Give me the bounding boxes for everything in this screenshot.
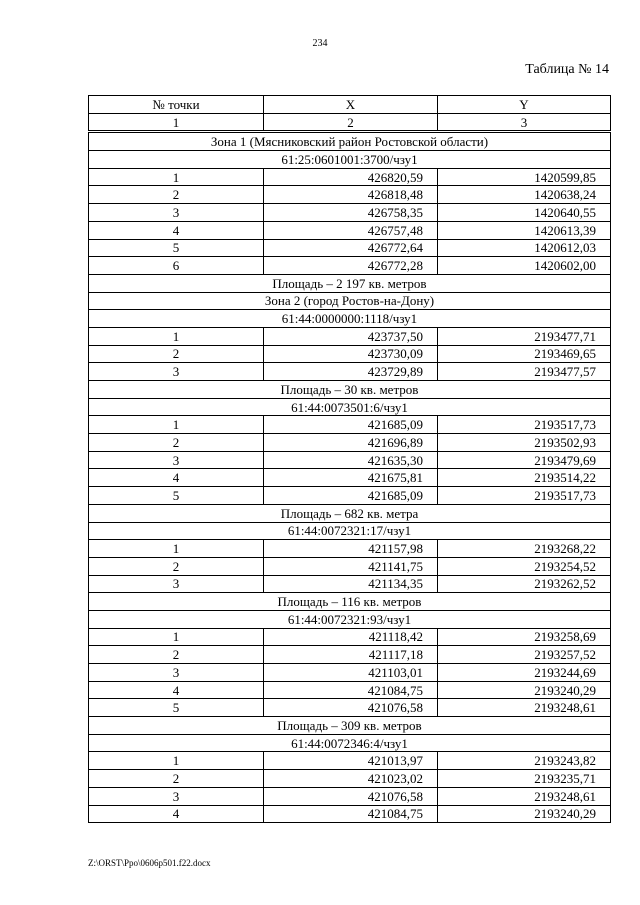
point-number-cell: 1 <box>89 327 264 345</box>
section-row <box>89 292 611 310</box>
section-label: 61:44:0072346:4/чзу1 <box>89 734 611 752</box>
y-coordinate-cell: 1420613,39 <box>438 221 611 239</box>
y-coordinate-cell: 2193254,52 <box>438 557 611 575</box>
table-row <box>89 752 611 770</box>
section-label: Площадь – 30 кв. метров <box>89 381 611 399</box>
y-coordinate-cell: 2193262,52 <box>438 575 611 593</box>
point-number-cell: 3 <box>89 363 264 381</box>
y-coordinate-cell: 2193514,22 <box>438 469 611 487</box>
header-x: X <box>264 96 438 114</box>
x-coordinate-cell: 421084,75 <box>264 805 438 823</box>
point-number-cell: 1 <box>89 628 264 646</box>
table-row <box>89 540 611 558</box>
table-row <box>89 469 611 487</box>
y-coordinate-cell: 2193469,65 <box>438 345 611 363</box>
x-coordinate-cell: 426772,64 <box>264 239 438 257</box>
table-row <box>89 557 611 575</box>
section-row <box>89 310 611 328</box>
point-number-cell: 4 <box>89 805 264 823</box>
section-row <box>89 274 611 292</box>
point-number-cell: 5 <box>89 239 264 257</box>
table-row <box>89 363 611 381</box>
x-coordinate-cell: 421635,30 <box>264 451 438 469</box>
y-coordinate-cell: 2193235,71 <box>438 770 611 788</box>
table-row <box>89 451 611 469</box>
point-number-cell: 2 <box>89 646 264 664</box>
table-row <box>89 575 611 593</box>
x-coordinate-cell: 426820,59 <box>264 168 438 186</box>
point-number-cell: 3 <box>89 451 264 469</box>
section-label: 61:44:0073501:6/чзу1 <box>89 398 611 416</box>
table-row <box>89 204 611 222</box>
y-coordinate-cell: 2193268,22 <box>438 540 611 558</box>
table-row <box>89 664 611 682</box>
point-number-cell: 2 <box>89 434 264 452</box>
x-coordinate-cell: 421141,75 <box>264 557 438 575</box>
section-row <box>89 504 611 522</box>
point-number-cell: 3 <box>89 787 264 805</box>
table-row <box>89 345 611 363</box>
x-coordinate-cell: 421157,98 <box>264 540 438 558</box>
y-coordinate-cell: 2193477,71 <box>438 327 611 345</box>
page-number: 234 <box>312 38 328 49</box>
point-number-cell: 4 <box>89 681 264 699</box>
y-coordinate-cell: 2193258,69 <box>438 628 611 646</box>
x-coordinate-cell: 421685,09 <box>264 416 438 434</box>
point-number-cell: 3 <box>89 664 264 682</box>
y-coordinate-cell: 2193240,29 <box>438 805 611 823</box>
x-coordinate-cell: 421685,09 <box>264 487 438 505</box>
column-number: 2 <box>264 113 438 132</box>
table-row <box>89 257 611 275</box>
point-number-cell: 3 <box>89 575 264 593</box>
x-coordinate-cell: 421134,35 <box>264 575 438 593</box>
x-coordinate-cell: 421103,01 <box>264 664 438 682</box>
point-number-cell: 2 <box>89 345 264 363</box>
table-row <box>89 487 611 505</box>
table-row <box>89 168 611 186</box>
header-y: Y <box>438 96 611 114</box>
point-number-cell: 4 <box>89 221 264 239</box>
section-row <box>89 593 611 611</box>
y-coordinate-cell: 2193517,73 <box>438 416 611 434</box>
table-row <box>89 770 611 788</box>
point-number-cell: 1 <box>89 168 264 186</box>
section-label: Площадь – 682 кв. метра <box>89 504 611 522</box>
y-coordinate-cell: 2193517,73 <box>438 487 611 505</box>
point-number-cell: 2 <box>89 557 264 575</box>
y-coordinate-cell: 2193477,57 <box>438 363 611 381</box>
table-row <box>89 681 611 699</box>
x-coordinate-cell: 421118,42 <box>264 628 438 646</box>
section-label: Зона 1 (Мясниковский район Ростовской области) <box>89 132 611 151</box>
x-coordinate-cell: 421076,58 <box>264 787 438 805</box>
x-coordinate-cell: 426818,48 <box>264 186 438 204</box>
section-label: Площадь – 2 197 кв. метров <box>89 274 611 292</box>
file-path-footer: Z:\ORST\Ppo\0606p501.f22.docx <box>88 858 211 868</box>
y-coordinate-cell: 1420612,03 <box>438 239 611 257</box>
section-label: Площадь – 116 кв. метров <box>89 593 611 611</box>
x-coordinate-cell: 426758,35 <box>264 204 438 222</box>
table-row <box>89 327 611 345</box>
section-label: 61:44:0000000:1118/чзу1 <box>89 310 611 328</box>
x-coordinate-cell: 421013,97 <box>264 752 438 770</box>
section-row <box>89 151 611 169</box>
column-number: 3 <box>438 113 611 132</box>
y-coordinate-cell: 2193257,52 <box>438 646 611 664</box>
section-label: 61:44:0072321:17/чзу1 <box>89 522 611 540</box>
table-row <box>89 628 611 646</box>
y-coordinate-cell: 2193248,61 <box>438 787 611 805</box>
point-number-cell: 3 <box>89 204 264 222</box>
x-coordinate-cell: 421076,58 <box>264 699 438 717</box>
y-coordinate-cell: 2193502,93 <box>438 434 611 452</box>
section-row <box>89 734 611 752</box>
y-coordinate-cell: 1420599,85 <box>438 168 611 186</box>
x-coordinate-cell: 426772,28 <box>264 257 438 275</box>
x-coordinate-cell: 423729,89 <box>264 363 438 381</box>
section-row <box>89 132 611 151</box>
header-row <box>89 96 611 114</box>
section-row <box>89 610 611 628</box>
x-coordinate-cell: 421023,02 <box>264 770 438 788</box>
point-number-cell: 5 <box>89 699 264 717</box>
point-number-cell: 2 <box>89 186 264 204</box>
y-coordinate-cell: 2193240,29 <box>438 681 611 699</box>
y-coordinate-cell: 2193479,69 <box>438 451 611 469</box>
point-number-cell: 1 <box>89 416 264 434</box>
table-body <box>89 132 611 823</box>
table-row <box>89 646 611 664</box>
y-coordinate-cell: 2193243,82 <box>438 752 611 770</box>
header-point-number: № точки <box>89 96 264 114</box>
x-coordinate-cell: 426757,48 <box>264 221 438 239</box>
table-row <box>89 787 611 805</box>
y-coordinate-cell: 2193248,61 <box>438 699 611 717</box>
table-row <box>89 699 611 717</box>
table-row <box>89 416 611 434</box>
point-number-cell: 6 <box>89 257 264 275</box>
column-number: 1 <box>89 113 264 132</box>
x-coordinate-cell: 421696,89 <box>264 434 438 452</box>
point-number-cell: 5 <box>89 487 264 505</box>
table-row <box>89 434 611 452</box>
table-row <box>89 805 611 823</box>
section-label: Зона 2 (город Ростов-на-Дону) <box>89 292 611 310</box>
y-coordinate-cell: 1420640,55 <box>438 204 611 222</box>
table-row <box>89 239 611 257</box>
y-coordinate-cell: 1420638,24 <box>438 186 611 204</box>
point-number-cell: 1 <box>89 752 264 770</box>
y-coordinate-cell: 1420602,00 <box>438 257 611 275</box>
point-number-cell: 1 <box>89 540 264 558</box>
x-coordinate-cell: 423730,09 <box>264 345 438 363</box>
x-coordinate-cell: 421084,75 <box>264 681 438 699</box>
section-row <box>89 381 611 399</box>
section-row <box>89 398 611 416</box>
x-coordinate-cell: 421117,18 <box>264 646 438 664</box>
point-number-cell: 4 <box>89 469 264 487</box>
table-row <box>89 221 611 239</box>
coordinates-table <box>88 95 611 823</box>
table-title: Таблица № 14 <box>525 62 609 77</box>
section-label: 61:25:0601001:3700/чзу1 <box>89 151 611 169</box>
section-row <box>89 522 611 540</box>
section-label: Площадь – 309 кв. метров <box>89 717 611 735</box>
point-number-cell: 2 <box>89 770 264 788</box>
column-number-row <box>89 113 611 132</box>
y-coordinate-cell: 2193244,69 <box>438 664 611 682</box>
section-label: 61:44:0072321:93/чзу1 <box>89 610 611 628</box>
x-coordinate-cell: 423737,50 <box>264 327 438 345</box>
section-row <box>89 717 611 735</box>
table-row <box>89 186 611 204</box>
x-coordinate-cell: 421675,81 <box>264 469 438 487</box>
